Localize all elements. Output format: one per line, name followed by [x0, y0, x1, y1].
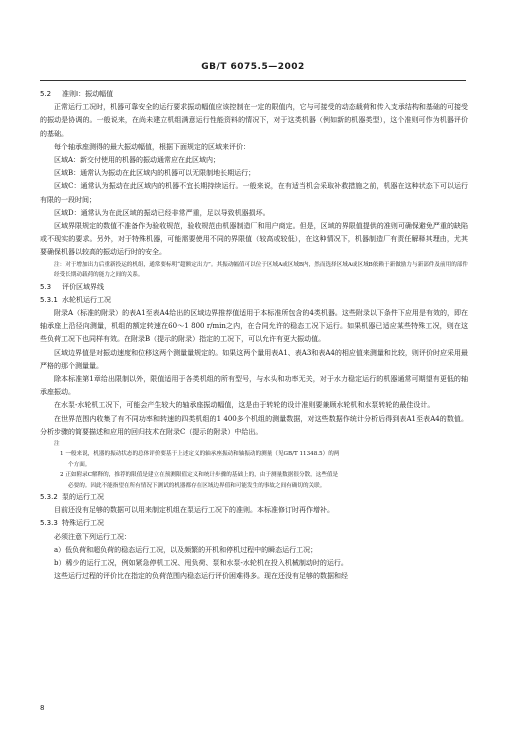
paragraph: 在水泵-水轮机工况下，可能会产生较大的轴承座振动幅值，这是由于转轮的设计准则要兼顾水轮机和水泵转轮的最佳设计。	[54, 401, 435, 410]
section-heading-5-3-2	[40, 491, 468, 504]
header-rule	[40, 80, 466, 81]
paragraph: 除本标准第1章给出限制以外，限值适用于各类机组的所有型号，与水头和功率无关，对于水力稳定运行的机器通常可期望有更低的轴承座振动。	[40, 375, 468, 397]
section-number: 5.2	[40, 90, 52, 98]
notes-label: 注	[54, 441, 60, 448]
paragraph: 附录A（标准的附录）的表A1至表A4给出的区域边界推荐值适用于本标准所包含的4类机器。这些附录以下条件下应用是有效的，即在轴承座上沿径向测量，机组的额定转速在60～1 800 r/min之内，在合同允许的稳态工况下运行。如果机器已适应某些特殊工况，则在这些负荷工况下也同样有效。在附录B（提示的附录）指定的工况下，可以允许有更大振动值。	[40, 309, 468, 344]
section-title: 特殊运行工况	[62, 519, 104, 528]
note-label: 注：	[54, 261, 66, 268]
note	[40, 260, 468, 281]
section-number: 5.3.3	[40, 519, 58, 528]
note-item-1: 1 一般来说，机器的振动状态的总体评价要基于上述定义的轴承座振动和轴振动的测量（见GB/T 11348.5）的两	[60, 451, 340, 458]
paragraph: 在世界范围内收集了有不同功率和转速的四类机组的1 400多个机组的测量数据，对这些数据作统计分析后得到表A1至表A4的数值。分析步骤的简要描述和应用的回归技术在附录C（提示的附录）中给出。	[40, 414, 468, 436]
page-body	[40, 88, 468, 584]
paragraph: 区域界限规定的数值不准备作为验收规范，验收规范由机器制造厂和用户商定。但是，区域的界限值提供的准则可确保避免严重的缺陷或不现实的要求。另外，对于特殊机器，可能需要使用不同的界限值（较高或较低），在这种情况下，机器制造厂有责任解释其理由，尤其要确保机器以较高的振动运行时的安全。	[40, 222, 468, 257]
section-number: 5.3	[40, 282, 52, 291]
zone-a-item: 区域A：新交付使用的机器的振动通常应在此区域内；	[54, 156, 221, 165]
list-item-a: a）低负荷和超负荷的稳态运行工况，以及频繁的开机和停机过程中的瞬态运行工况；	[54, 545, 318, 554]
paragraph: 目前还没有足够的数据可以用来制定机组在泵运行工况下的准则。本标准修订时再作增补。	[54, 506, 334, 515]
note-item-1-cont: 个方面。	[68, 461, 91, 468]
section-title: 泵的运行工况	[62, 493, 104, 502]
header-standard-number: GB/T 6075.5—2002	[201, 62, 305, 72]
section-number: 5.3.2	[40, 493, 58, 502]
paragraph: 必须注意下列运行工况：	[54, 532, 131, 541]
section-heading-5-2	[40, 88, 468, 101]
section-title: 评价区域界线	[62, 282, 104, 291]
note-item-2-cont: 必要的。因此不能指望在所有情况下测试的机器都存在区域边界值和可能发生的事故之间有确切的关联。	[68, 482, 326, 489]
page-number: 8	[40, 704, 45, 712]
list-item-b: b）稀少的运行工况，例如紧急停机工况、甩负荷、泵和水泵-水轮机在投入机械制动时的运行。	[54, 559, 348, 568]
note-item-2: 2 正如附录C解释的，推荐的限值是建立在预测限值定义和统计步骤的基础上的，由于测量数据很分散，这些值是	[60, 472, 339, 479]
zone-b-item: 区域B：通常认为振动在此区域内的机器可以无限制地长期运行；	[54, 169, 256, 178]
note-text: 对于增加出力后重新投运的机组，通常要标明“超额定出力”。其振动幅值可以位于区域A或区域B内，然而选择区域A或区域B依赖于新做励力与新部件及前用的部件经受长期动载荷的能力之间的关系。	[54, 261, 468, 279]
zone-d-item: 区域D：通常认为在此区域的振动已经非常严重，足以导致机器损坏。	[54, 208, 270, 217]
paragraph: 每个轴承座测得的最大振动幅值，根据下面规定的区域来评价：	[54, 142, 250, 151]
zone-c-item: 区域C：通常认为振动在此区域内的机器不宜长期持续运行。一般来说，在有适当机会采取补救措施之前，机器在这种状态下可以运行有限的一段时间；	[40, 182, 468, 204]
section-title: 水轮机运行工况	[62, 295, 111, 304]
paragraph: 这些运行过程的评价比在指定的负荷范围内稳态运行评价困难得多。现在还没有足够的数据和经	[54, 572, 348, 581]
section-heading-5-3	[40, 281, 468, 294]
section-title: 准则Ⅰ：振动幅值	[62, 90, 114, 98]
paragraph: 正常运行工况时，机器可靠安全的运行要求振动幅值应该控制在一定的限值内，它与可接受的动态载荷和传入支承结构和基础的可接受的振动是协调的。一般说来，在尚未建立机组满意运行性能资料的情况下，对于这类机器（例如新的机器类型），这个准则可作为机器评价的基础。	[40, 103, 468, 138]
section-heading-5-3-3	[40, 517, 468, 530]
paragraph: 区域边界值是对振动速度和位移这两个测量量规定的。如果这两个量用表A1、表A3和表A4的相应值来测量和比较，则评价时应采用最严格的那个测量量。	[40, 348, 468, 370]
section-heading-5-3-1	[40, 294, 468, 307]
section-number: 5.3.1	[40, 295, 58, 304]
